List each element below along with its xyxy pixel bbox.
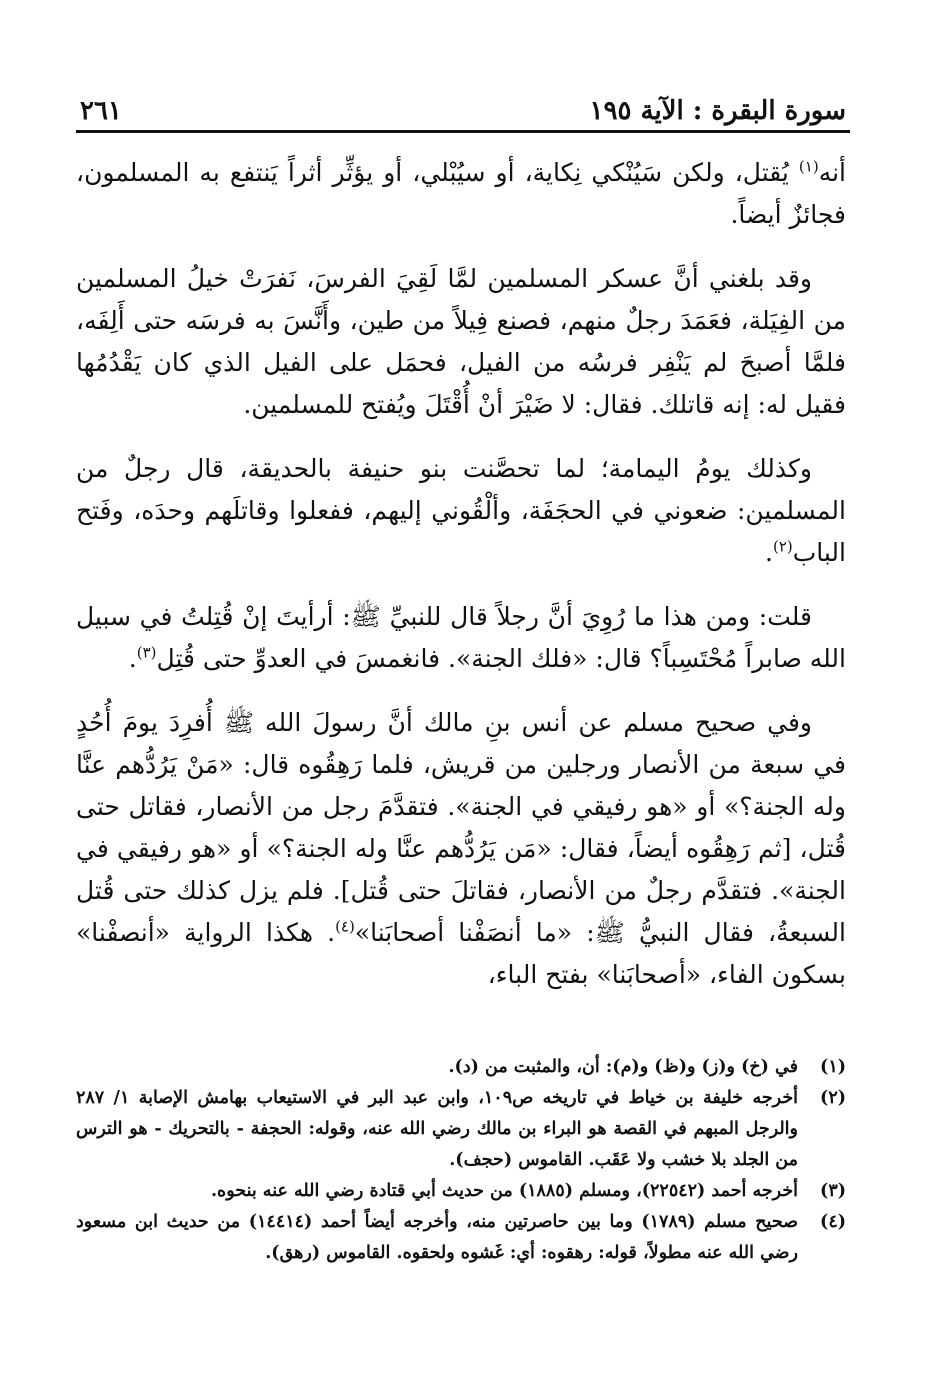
surah-title: سورة البقرة : الآية ١٩٥ — [589, 96, 846, 126]
footnote-ref-2: (٢) — [772, 537, 793, 556]
paragraph-3: وكذلك يومُ اليمامة؛ لما تحصَّنت بنو حنيفة بالحديقة، قال رجلٌ من المسلمين: ضعوني في الحجَفَة، وألْقُوني إليهم، ففعلوا وقاتلَهم وحدَه، وفَتح الباب$^{(٢)}$. — [76, 454, 846, 567]
paragraph-5: وفي صحيح مسلم عن أنس بنِ مالك أنَّ رسولَ الله ﷺ أُفرِدَ يومَ أُحُدٍ في سبعة من الأنصار ورجلين من قريش، فلما رَهِقُوه قال: «مَنْ يَرُدُّهم عنَّا وله الجنة؟» أو «هو رفيقي في الجنة». فتقدَّمَ رجل من الأنصار، فقاتل حتى قُتل، [ثم رَهِقُوه أيضاً، فقال: «مَن يَرُدُّهم عنَّا وله الجنة؟» أو «هو رفيقي في الجنة». فتقدَّم رجلٌ من الأنصار، فقاتلَ حتى قُتل]. فلم يزل كذلك حتى قُتل السبعةُ، فقال النبيُّ ﷺ: «ما أنصَفْنا أصحابَنا»$^{(٤)}$. هكذا الرواية «أنصفْنا» بسكون الفاء، «أصحابَنا» بفتح الباء، — [76, 708, 846, 989]
footnote-4 — [76, 1207, 846, 1269]
footnote-2 — [76, 1083, 846, 1176]
header-divider — [76, 130, 850, 133]
footnote-text: في (خ) و(ز) و(ظ) و(م): أن، والمثبت من (د). — [448, 1057, 798, 1077]
footnote-number: (٣) — [820, 1181, 846, 1201]
footnote-number: (٢) — [820, 1088, 846, 1108]
running-header — [80, 82, 846, 126]
paragraph-2: وقد بلغني أنَّ عسكر المسلمين لمَّا لَقِيَ الفرسَ، نَفرَتْ خيلُ المسلمين من الفِيَلة، فعَمَدَ رجلٌ منهم، فصنع فِيلاً من طين، وأَنَّسَ به فرسَه حتى أَلِفَه، فلمَّا أصبحَ لم يَنْفِر فرسُه من الفيل، فحمَل على الفيل الذي كان يَقْدُمُها فقيل له: إنه قاتلك. فقال: لا ضَيْرَ أنْ أُقْتَلَ ويُفتح للمسلمين. — [76, 264, 846, 419]
footnote-number: (١) — [820, 1057, 846, 1077]
paragraph-1: أنه$^{(١)}$ يُقتل، ولكن سَيُنْكي نِكاية، أو سيُبْلي، أو يؤثِّر أثراً يَنتفع به المسلمون، فجائزٌ أيضاً. — [76, 157, 846, 229]
main-text — [76, 152, 846, 1018]
footnote-number: (٤) — [820, 1212, 846, 1232]
footnote-text: أخرجه خليفة بن خياط في تاريخه ص١٠٩، وابن عبد البر في الاستيعاب بهامش الإصابة ١/ ٢٨٧ والرجل المبهم في القصة هو البراء بن مالك رضي الله عنه، وقوله: الحجفة - بالتحريك - هو الترس من الجلد بلا خشب ولا عَقَب. القاموس (حجف). — [76, 1088, 798, 1170]
footnote-ref-1: (١) — [798, 157, 819, 176]
footnote-ref-3: (٣) — [136, 643, 157, 662]
paragraph-4: قلت: ومن هذا ما رُوِيَ أنَّ رجلاً قال للنبيِّ ﷺ: أرأيتَ إنْ قُتِلتُ في سبيل الله صابراً مُحْتَسِباً؟ قال: «فلك الجنة». فانغمسَ في العدوِّ حتى قُتِل$^{(٣)}$. — [76, 602, 846, 673]
footnote-ref-4: (٤) — [335, 917, 355, 936]
page-number: ٢٦١ — [80, 96, 122, 126]
footnote-text: صحيح مسلم (١٧٨٩) وما بين حاصرتين منه، وأخرجه أيضاً أحمد (١٤٤١٤) من حديث ابن مسعود رضي الله عنه مطولاً، قوله: رهقوه: أي: غَشوه ولحقوه. القاموس (رهق). — [76, 1212, 798, 1263]
footnote-1 — [76, 1052, 846, 1083]
footnotes — [76, 1052, 846, 1269]
footnote-text: أخرجه أحمد (٢٢٥٤٢)، ومسلم (١٨٨٥) من حديث أبي قتادة رضي الله عنه بنحوه. — [210, 1181, 798, 1201]
footnote-3 — [76, 1176, 846, 1207]
